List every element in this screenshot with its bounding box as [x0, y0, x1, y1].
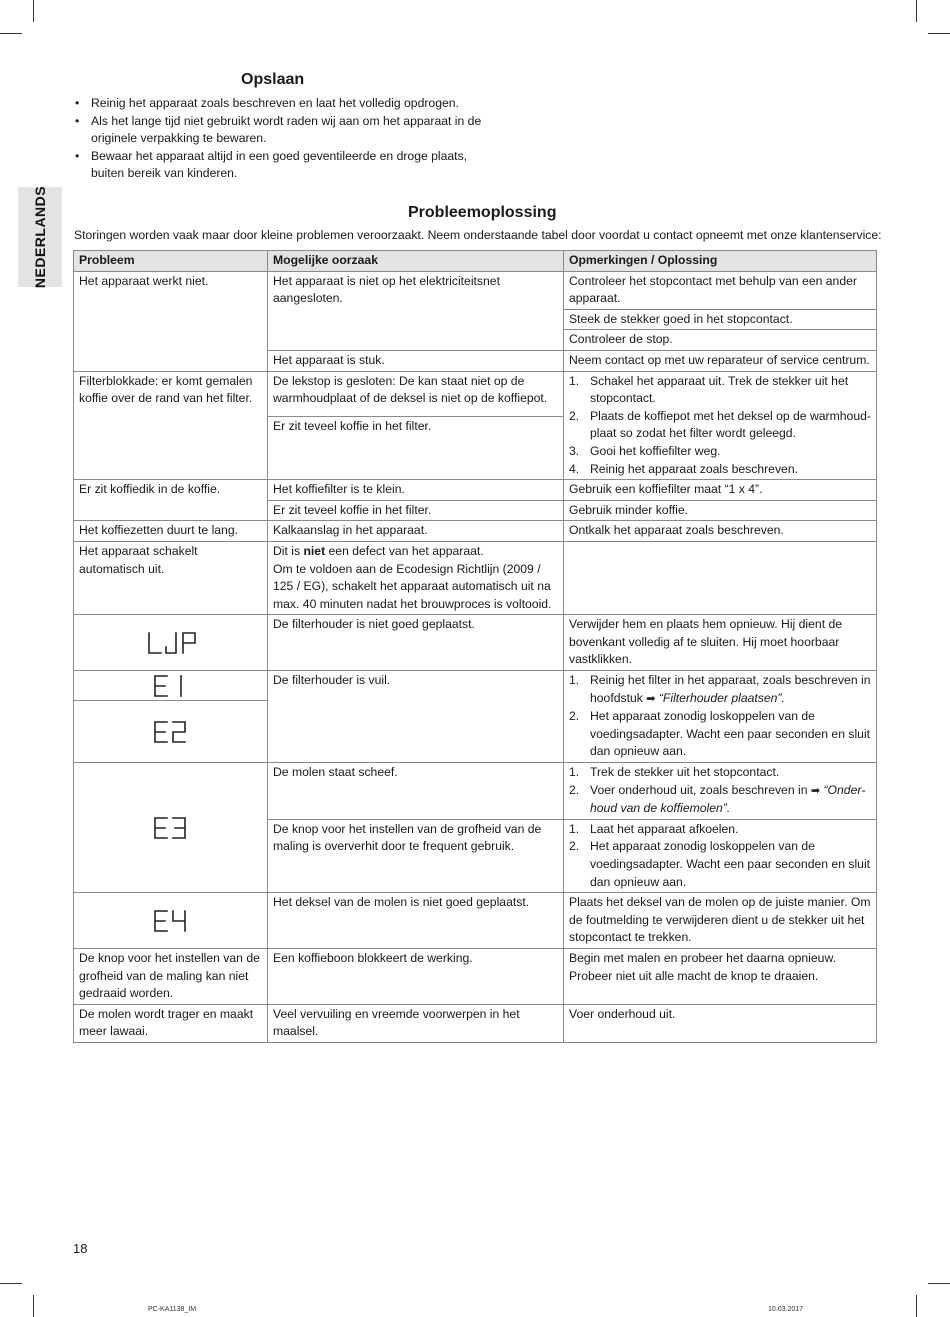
remedy-cell: Steek de stekker goed in het stopcontact.	[564, 309, 877, 330]
remedy-steps	[569, 764, 871, 818]
remedy-cell: Gebruik minder koffie.	[564, 500, 877, 521]
display-code-cell	[74, 893, 268, 949]
table-row	[74, 541, 877, 614]
list-item: • Bewaar het apparaat altijd in een goed geventileerde en droge plaats, buiten bereik van kinderen.	[73, 148, 493, 183]
svg-text:E2: E2	[150, 744, 152, 746]
crop-mark	[916, 1295, 917, 1317]
svg-text:LJP: LJP	[170, 657, 173, 659]
cause-cell: Dit is niet een defect van het apparaat. Om te voldoen aan de Ecodesign Richtlijn (2009 / 125 / EG), schakelt het apparaat automatisch uit na max. 40 minuten nadat het brouwproces is voltooid.	[268, 541, 564, 614]
remedy-cell	[564, 541, 877, 614]
lcd-display-e3	[151, 814, 191, 842]
remedy-cell	[564, 671, 877, 763]
cause-cell: Kalkaanslag in het apparaat.	[268, 521, 564, 542]
problem-cell: De knop voor het instellen van de grofheid van de maling kan niet gedraaid worden.	[74, 948, 268, 1004]
table-row	[74, 615, 877, 671]
problem-cell: Er zit koffiedik in de koffie.	[74, 480, 268, 521]
remedy-steps	[569, 373, 871, 479]
crop-mark	[916, 0, 917, 22]
remedy-cell: Gebruik een koffiefilter maat “1 x 4”.	[564, 480, 877, 501]
problem-cell: Het apparaat werkt niet.	[74, 271, 268, 371]
svg-text:E4: E4	[150, 933, 152, 935]
svg-text:E3: E3	[150, 840, 152, 842]
footer-document-code: PC-KA1138_IM	[148, 1306, 197, 1313]
list-item: 3. Gooi het koffiefilter weg.	[569, 443, 721, 458]
list-item: 2. Voer onderhoud uit, zoals beschreven in ➡ “Onderhoud van de koffiemolen”.	[569, 782, 866, 816]
crop-mark	[0, 1283, 22, 1284]
display-code-cell	[74, 671, 268, 701]
cause-cell: Veel vervuiling en vreemde voorwerpen in het maalsel.	[268, 1004, 564, 1042]
cause-cell: Het apparaat is stuk.	[268, 350, 564, 371]
table-row	[74, 948, 877, 1004]
list-item: 1. Schakel het apparaat uit. Trek de stekker uit het stopcontact.	[569, 373, 849, 406]
lcd-display-ljp	[143, 627, 199, 659]
lcd-display-e4	[151, 907, 191, 935]
problem-cell: De molen wordt trager en maakt meer lawaai.	[74, 1004, 268, 1042]
arrow-right-icon: ➡	[646, 692, 656, 705]
page-number: 18	[73, 1241, 88, 1256]
list-item: 1. Trek de stekker uit het stopcontact.	[569, 765, 780, 780]
table-row	[74, 371, 877, 416]
remedy-cell: Verwijder hem en plaats hem opnieuw. Hij dient de bovenkant volledig af te sluiten. Hij moet hoorbaar vastklikken.	[564, 615, 877, 671]
display-code-cell	[74, 615, 268, 671]
table-row	[74, 893, 877, 949]
cause-cell: De filterhouder is vuil.	[268, 671, 564, 763]
remedy-cell: Controleer het stopcontact met behulp van een ander apparaat.	[564, 271, 877, 309]
troubleshooting-intro: Storingen worden vaak maar door kleine problemen veroorzaakt. Neem onderstaande tabel door voordat u contact opneemt met onze klantenservice:	[74, 228, 882, 242]
table-row	[74, 521, 877, 542]
storage-heading: Opslaan	[241, 71, 305, 88]
table-row	[74, 271, 877, 309]
display-code-cell	[74, 701, 268, 763]
troubleshooting-heading: Probleemoplossing	[408, 204, 557, 221]
cause-cell: Het koffiefilter is te klein.	[268, 480, 564, 501]
remedy-steps	[569, 821, 871, 891]
table-header-row	[74, 251, 877, 272]
remedy-cell: Begin met malen en probeer het daarna opnieuw. Probeer niet uit alle macht de knop te draaien.	[564, 948, 877, 1004]
remedy-cell	[564, 371, 877, 480]
language-tab-label: NEDERLANDS	[32, 185, 48, 289]
list-item: 1. Laat het apparaat afkoelen.	[569, 821, 739, 836]
remedy-cell: Plaats het deksel van de molen op de juiste manier. Om de foutmelding te verwijderen dient u de stekker uit het stopcontact te trekken.	[564, 893, 877, 949]
cause-cell: Er zit teveel koffie in het filter.	[268, 416, 564, 480]
footer-date: 10.03.2017	[768, 1306, 804, 1313]
crop-mark	[928, 33, 950, 34]
cause-cell: Een koffieboon blokkeert de werking.	[268, 948, 564, 1004]
column-header-cause: Mogelijke oorzaak	[268, 251, 564, 272]
crop-mark	[33, 1295, 34, 1317]
problem-cell: Filterblokkade: er komt gemalen koffie over de rand van het filter.	[74, 371, 268, 480]
lcd-display-e2	[151, 718, 191, 746]
list-item: 2. Het apparaat zonodig loskoppelen van de voedingsadapter. Wacht een paar seconden en sluit dan opnieuw aan.	[569, 709, 871, 759]
cause-cell: De knop voor het instellen van de grofheid van de maling is oververhit door te frequent gebruik.	[268, 819, 564, 892]
remedy-cell: Voer onderhoud uit.	[564, 1004, 877, 1042]
problem-cell: Het apparaat schakelt automatisch uit.	[74, 541, 268, 614]
language-tab	[18, 187, 62, 287]
cause-cell: De filterhouder is niet goed geplaatst.	[268, 615, 564, 671]
column-header-problem: Probleem	[74, 251, 268, 272]
list-item: 2. Plaats de koffiepot met het deksel op de warmhoudplaat so zodat het filter wordt geleegd.	[569, 408, 871, 441]
arrow-right-icon: ➡	[810, 784, 821, 797]
cause-cell: Het deksel van de molen is niet goed geplaatst.	[268, 893, 564, 949]
table-row	[74, 671, 877, 701]
remedy-cell: Controleer de stop.	[564, 330, 877, 351]
problem-cell: Het koffiezetten duurt te lang.	[74, 521, 268, 542]
troubleshooting-table	[73, 250, 877, 1043]
svg-text:E1: E1	[150, 697, 152, 699]
list-item: • Als het lange tijd niet gebruikt wordt raden wij aan om het apparaat in de originele verpakking te bewaren.	[73, 113, 493, 148]
remedy-cell	[564, 819, 877, 892]
cause-cell: Er zit teveel koffie in het filter.	[268, 500, 564, 521]
crop-mark	[928, 1283, 950, 1284]
table-row	[74, 480, 877, 501]
cause-cell: De lekstop is gesloten: De kan staat niet op de warmhoudplaat of de deksel is niet op de koffiepot.	[268, 371, 564, 416]
cause-cell: De molen staat scheef.	[268, 763, 564, 820]
storage-bullet-list	[73, 95, 493, 183]
table-row	[74, 763, 877, 820]
lcd-display-e1	[151, 673, 191, 699]
display-code-cell	[74, 763, 268, 893]
column-header-remedy: Opmerkingen / Oplossing	[564, 251, 877, 272]
remedy-steps	[569, 672, 871, 761]
remedy-cell: Ontkalk het apparaat zoals beschreven.	[564, 521, 877, 542]
crop-mark	[33, 0, 34, 22]
list-item: 4. Reinig het apparaat zoals beschreven.	[569, 461, 798, 476]
list-item: • Reinig het apparaat zoals beschreven en laat het volledig opdrogen.	[73, 95, 493, 113]
list-item: 1. Reinig het filter in het apparaat, zoals beschreven in hoofdstuk ➡ “Filterhouder plaatsen”.	[569, 673, 871, 705]
remedy-cell: Neem contact op met uw reparateur of service centrum.	[564, 350, 877, 371]
table-row	[74, 1004, 877, 1042]
remedy-cell	[564, 763, 877, 820]
crop-mark	[0, 33, 22, 34]
list-item: 2. Het apparaat zonodig loskoppelen van de voedingsadapter. Wacht een paar seconden en sluit dan opnieuw aan.	[569, 839, 871, 889]
cause-cell: Het apparaat is niet op het elektriciteitsnet aangesloten.	[268, 271, 564, 350]
